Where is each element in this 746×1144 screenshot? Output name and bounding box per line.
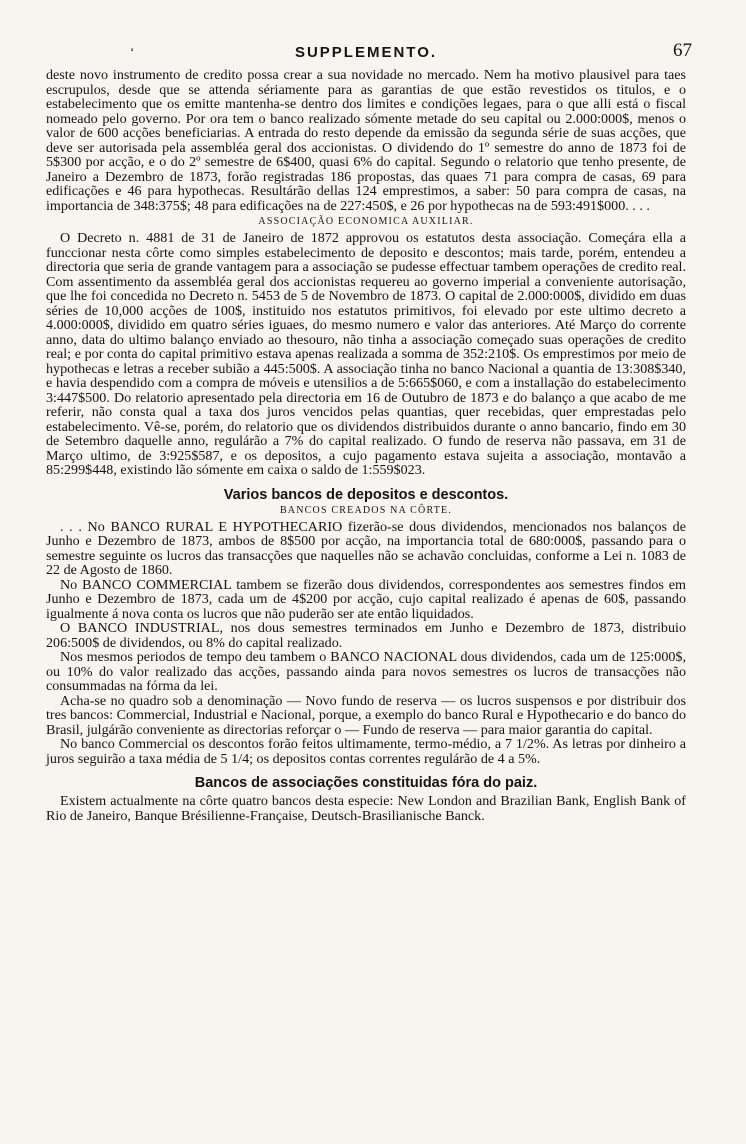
- section-heading-varios-bancos: Varios bancos de depositos e descontos.: [223, 486, 509, 503]
- running-title: SUPPLEMENTO.: [294, 44, 438, 61]
- associacao-paragraph: O Decreto n. 4881 de 31 de Janeiro de 1872 approvou os estatutos desta associação. Começára ella a funccionar nesta côrte como simples estabelecimento de deposito e descontos; mais tarde, porém, entendeu a directoria que seria de grande vantagem para a associação se pudesse effectuar tambem operações de credito real. Com assentimento da assembléa geral dos accionistas requereu ao governo imperial a conveniente autorisação, que lhe foi concedida no Decreto n. 5453 de 5 de Novembro de 1873. O capital de 2.000:000$, dividido em duas séries de 10,000 acções de 100$, instituido nos estatutos primitivos, foi elevado por este ultimo decreto a 4.000:000$, dividido em quatro séries iguaes, do mesmo numero e valor das anteriores. Até Março do corrente anno, data do ultimo balanço enviado ao thesouro, não tinha a associação começado suas operações de credito real; e por conta do capital primitivo estava apenas realizada a somma de 352:210$. Os emprestimos por meio de hypothecas e letras a receber subião a 445:500$. A associação tinha no banco Nacional a quantia de 13:308$340, e havia despendido com a compra de móveis e utensilios a de 5:665$060, e com a installação do estabelecimento 3:447$500. Do relatorio apresentado pela directoria em 16 de Outubro de 1873 e do balanço a que acabo de me referir, não consta qual a taxa dos juros vencidos pelas quantias, quer recebidas, quer emprestadas pelo estabelecimento. Vê-se, porém, do relatorio que os dividendos distribuidos durante o anno bancario, findo em 30 de Setembro daquelle anno, regulárão a 7% do capital realizado. O fundo de reserva não passava, em 31 de Março ultimo, de 3:925$587, e os depositos, a cujo pagamento estava sujeita a associação, montavão a 85:299$448, existindo lão sómente em caixa o saldo de 1:559$023.: [46, 230, 686, 478]
- heading-bancos-criados: BANCOS CREADOS NA CÔRTE.: [279, 504, 453, 516]
- running-header: [46, 38, 692, 68]
- heading-associacao: ASSOCIAÇÃO ECONOMICA AUXILIAR.: [258, 216, 474, 227]
- document-page: [46, 38, 692, 824]
- header-mark: ‘: [130, 44, 135, 59]
- bancos-paragraph-industrial: O BANCO INDUSTRIAL, nos dous semestres terminados em Junho e Dezembro de 1873, distribuio 206:500$ de dividendos, ou 8% do capital realizado.: [46, 620, 686, 651]
- bancos-paragraph-rural: . . . No BANCO RURAL E HYPOTHECARIO fizerão-se dous dividendos, mencionados nos balanços de Junho e Dezembro de 1873, ambos de 8$500 por acção, na importancia total de 680:000$, passando para o semestre seguinte os lucros das transacções que naquelles não se achavão concluidas, conforme a Lei n. 1083 de 22 de Agosto de 1860.: [46, 518, 686, 578]
- bancos-paragraph-commercial: No BANCO COMMERCIAL tambem se fizerão dous dividendos, correspondentes aos semestres findos em Junho e Dezembro de 1873, cada um de 4$200 por acção, cujo capital realizado é apenas de 60$, passando igualmente á nova conta os lucros que não puderão ser ate então liquidados.: [46, 576, 686, 622]
- section-heading-bancos-fora: Bancos de associações constituidas fóra do paiz.: [194, 775, 538, 791]
- page-number: 67: [673, 40, 692, 61]
- bancos-paragraph-taxas: No banco Commercial os descontos forão feitos ultimamente, termo-médio, a 7 1/2%. As letras por dinheiro a juros seguirão a taxa média de 5 1/4; os depositos contas correntes regulárão de 4 a 5%.: [46, 736, 686, 767]
- intro-paragraph: deste novo instrumento de credito possa crear a sua novidade no mercado. Nem ha motivo plausivel para taes escrupulos, desde que se attenda sériamente para as garantias de que estão revestidos os titulos, e o estabelecimento que os emitte mantenha-se dentro dos limites e condições legaes, para o que alli está o fiscal nomeado pelo governo. Por ora tem o banco realizado sómente metade do seu capital ou 2.000:000$, menos o valor de 600 acções beneficiarias. A entrada do resto depende da emissão da segunda série de suas acções, que deve ser autorisada pela assembléa geral dos accionistas. O dividendo do 1º semestre do anno de 1873 foi de 5$300 por acção, e o do 2º semestre de 6$400, quasi 6% do capital. Segundo o relatorio que tenho presente, de Janeiro a Dezembro de 1873, forão registradas 186 propostas, das quaes 71 para compra de casas, 69 para edificações e 46 para hypothecas. Resultárão dellas 124 emprestimos, a saber: 50 para compra de casas, na importancia de 348:375$; 48 para edificações na de 227:450$, e 26 por hypothecas na de 593:491$000. . . .: [46, 67, 686, 214]
- fora-paragraph: Existem actualmente na côrte quatro bancos desta especie: New London and Brazilian Bank, English Bank of Rio de Janeiro, Banque Brésilienne-Française, Deutsch-Brasilianische Banck.: [46, 793, 686, 824]
- bancos-paragraph-nacional: Nos mesmos periodos de tempo deu tambem o BANCO NACIONAL dous dividendos, cada um de 125:000$, ou 10% do valor realizado das acções, passando ainda para novos semestres os lucros de transacções não consummadas na fórma da lei.: [46, 649, 686, 694]
- bancos-paragraph-fundo-reserva: Acha-se no quadro sob a denominação — Novo fundo de reserva — os lucros suspensos e por distribuir dos tres bancos: Commercial, Industrial e Nacional, porque, a exemplo do banco Rural e Hypothecario e do banco do Brasil, julgárão conveniente as directorias reforçar o — Fundo de reserva — para maior garantia do capital.: [46, 692, 686, 738]
